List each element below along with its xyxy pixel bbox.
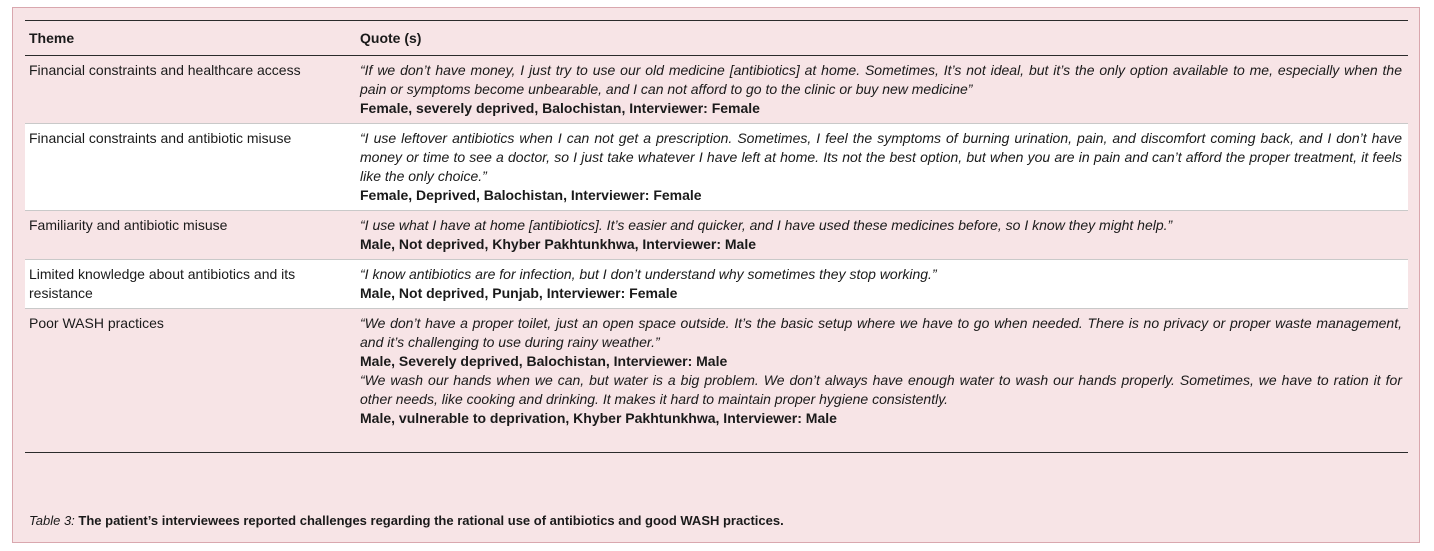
quote-text: “We wash our hands when we can, but water is a big problem. We don’t always have enough water to wash our hands properly. Sometimes, we have to ration it for other needs, like cooking and drinking. It makes it hard to maintain proper hygiene consistently. [360,372,1402,407]
header-theme: Theme [25,21,356,56]
table-caption [29,513,1399,528]
quote-attribution: Female, Deprived, Balochistan, Interviewer: Female [360,187,702,203]
quote-attribution: Male, Not deprived, Punjab, Interviewer: Female [360,285,678,301]
quote-attribution: Male, Not deprived, Khyber Pakhtunkhwa, Interviewer: Male [360,236,756,252]
quote-text: “If we don’t have money, I just try to use our old medicine [antibiotics] at home. Sometimes, It’s not ideal, but it’s the only option available to me, especially when the pain or symptoms become unbearable, and I can not afford to go to the clinic or buy new medicine” [360,62,1402,97]
table-row [25,260,1408,309]
table-row [25,211,1408,260]
table-header-row [25,21,1408,56]
header-quotes: Quote (s) [356,21,1408,56]
quote-cell [356,309,1408,453]
quote-attribution: Female, severely deprived, Balochistan, Interviewer: Female [360,100,760,116]
quote-text: “We don’t have a proper toilet, just an open space outside. It’s the basic setup where we have to go when needed. There is no privacy or proper waste management, and it’s challenging to use during rainy weather.” [360,315,1402,350]
table-row [25,56,1408,124]
quote-cell [356,56,1408,124]
caption-label: Table 3: [29,513,75,528]
table-row [25,124,1408,211]
caption-text: The patient’s interviewees reported challenges regarding the rational use of antibiotics and good WASH practices. [78,513,784,528]
quote-attribution: Male, vulnerable to deprivation, Khyber Pakhtunkhwa, Interviewer: Male [360,410,837,426]
quote-cell [356,211,1408,260]
quote-text: “I use leftover antibiotics when I can not get a prescription. Sometimes, I feel the symptoms of burning urination, pain, and discomfort coming back, and I don’t have money or time to see a doctor, so I just take whatever I have left at home. Its not the best option, but when you are in pain and can’t afford the proper treatment, it feels like the only choice.” [360,130,1402,184]
theme-cell: Financial constraints and antibiotic misuse [25,124,356,211]
table-row [25,309,1408,453]
theme-cell: Poor WASH practices [25,309,356,453]
theme-cell: Familiarity and antibiotic misuse [25,211,356,260]
theme-cell: Financial constraints and healthcare access [25,56,356,124]
quote-text: “I use what I have at home [antibiotics]. It’s easier and quicker, and I have used these medicines before, so I know they might help.” [360,217,1173,233]
quote-text: “I know antibiotics are for infection, but I don’t understand why sometimes they stop working.” [360,266,937,282]
quote-attribution: Male, Severely deprived, Balochistan, Interviewer: Male [360,353,728,369]
theme-cell: Limited knowledge about antibiotics and its resistance [25,260,356,309]
quote-cell [356,260,1408,309]
quotes-table [25,20,1408,453]
table-panel [12,7,1420,543]
quote-cell [356,124,1408,211]
